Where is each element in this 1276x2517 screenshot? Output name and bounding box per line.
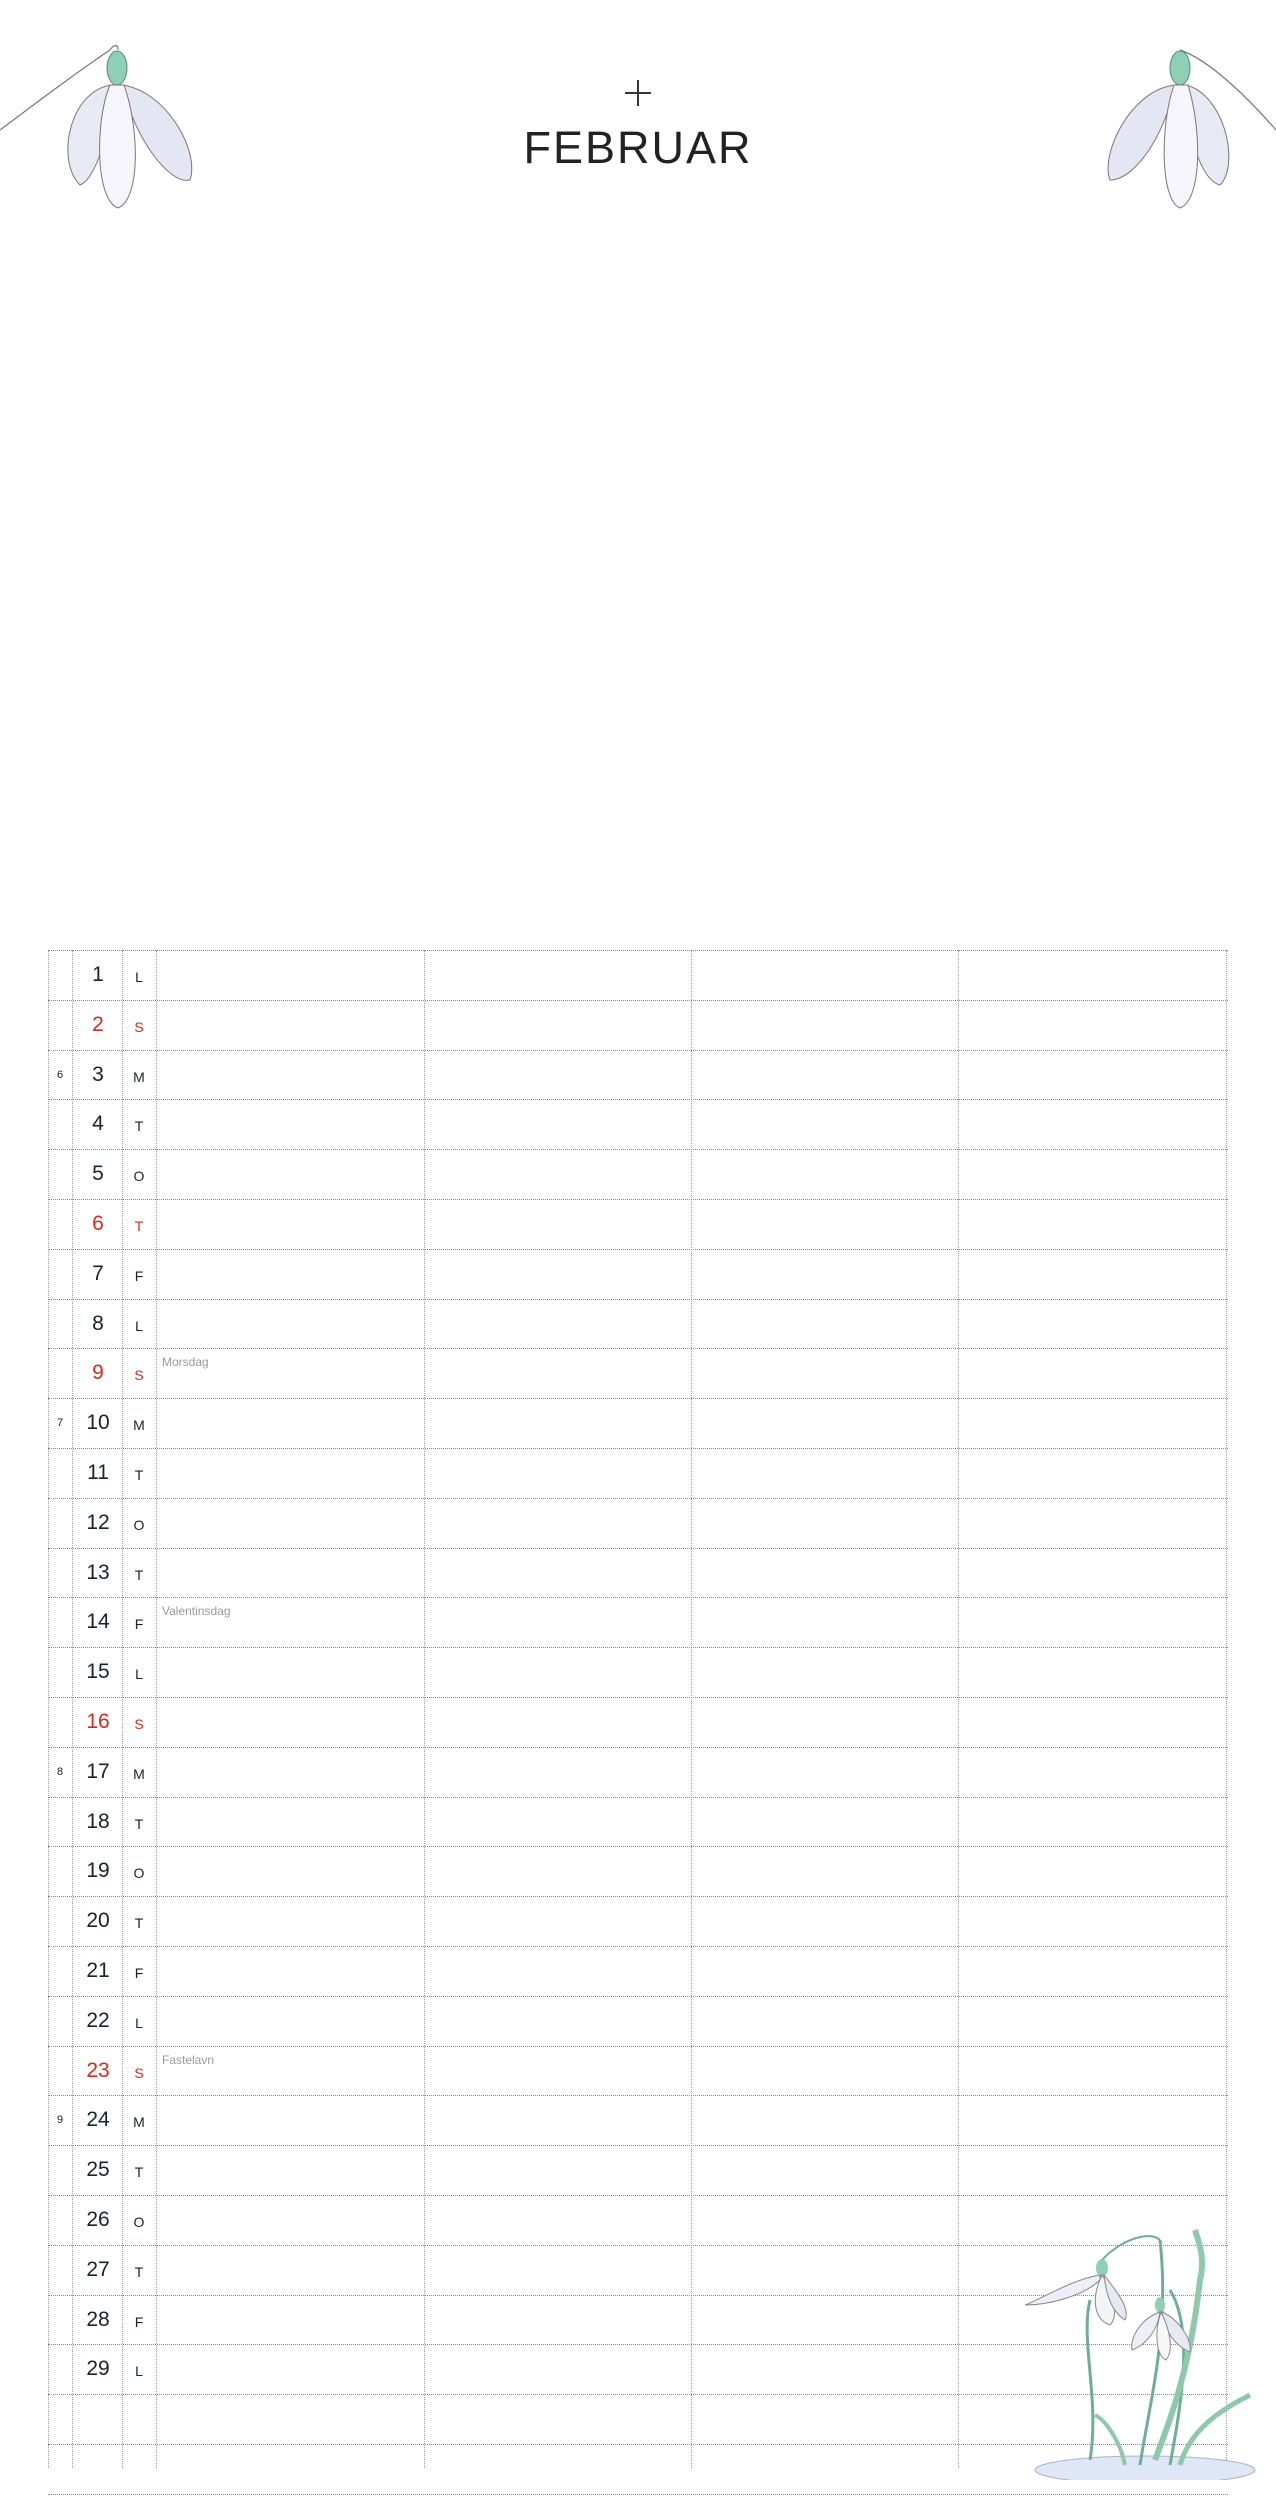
week-cell (48, 1250, 70, 1299)
week-number: 9 (57, 2114, 64, 2127)
note-cell[interactable] (156, 1947, 416, 1996)
day-number: 16 (86, 1709, 110, 1733)
week-cell (48, 2345, 70, 2394)
day-number: 21 (86, 1958, 110, 1982)
week-cell (48, 1349, 70, 1398)
weekday-letter: T (134, 1118, 144, 1135)
calendar-row-day-10 (48, 1399, 1228, 1449)
note-cell[interactable] (156, 1100, 416, 1149)
weekday-letter: T (134, 2164, 144, 2181)
weekday-letter: M (133, 1765, 145, 1782)
holiday-note: Morsdag (162, 1355, 209, 1370)
week-cell (48, 1100, 70, 1149)
weekday-letter: L (135, 1317, 143, 1334)
day-number: 2 (92, 1012, 104, 1036)
week-number: 8 (57, 1765, 64, 1778)
day-number: 9 (92, 1361, 104, 1385)
weekday-letter: M (133, 1068, 145, 1085)
calendar-row-day-19 (48, 1847, 1228, 1897)
weekday-letter: T (134, 2263, 144, 2280)
snowdrop-top-left-illustration (0, 30, 200, 210)
note-cell[interactable] (156, 1499, 416, 1548)
weekday-letter: T (134, 1217, 144, 1234)
note-cell[interactable] (156, 951, 416, 1000)
day-number: 12 (86, 1510, 110, 1534)
weekday-letter: F (134, 1267, 144, 1284)
day-number: 18 (86, 1809, 110, 1833)
calendar-row-day-8 (48, 1300, 1228, 1350)
day-number (74, 2395, 122, 2444)
week-cell (48, 1200, 70, 1249)
weekday-letter: M (133, 2114, 145, 2131)
snowdrop-bottom-right-illustration (1020, 2220, 1260, 2480)
holiday-note: Fastelavn (162, 2052, 215, 2067)
note-cell[interactable] (156, 1150, 416, 1199)
note-cell[interactable] (156, 1250, 416, 1299)
day-number: 17 (86, 1759, 110, 1783)
calendar-row-day-6 (48, 1200, 1228, 1250)
day-number: 6 (92, 1211, 104, 1235)
calendar-row-day-2 (48, 1001, 1228, 1051)
note-cell[interactable] (156, 1698, 416, 1747)
calendar-row-day-11 (48, 1449, 1228, 1499)
week-cell (48, 1897, 70, 1946)
week-cell (48, 1698, 70, 1747)
day-number: 5 (92, 1162, 104, 1186)
week-cell (48, 951, 70, 1000)
day-number: 19 (86, 1859, 110, 1883)
day-number: 7 (92, 1261, 104, 1285)
weekday-letter: L (135, 1666, 143, 1683)
week-cell (48, 1748, 70, 1797)
day-number: 23 (86, 2058, 110, 2082)
calendar-row-day-18 (48, 1798, 1228, 1848)
weekday-letter: T (134, 1566, 144, 1583)
week-number: 6 (57, 1068, 64, 1081)
weekday-letter: F (134, 1964, 144, 1981)
note-cell[interactable] (156, 2196, 416, 2245)
day-number: 26 (86, 2207, 110, 2231)
week-cell (48, 1150, 70, 1199)
week-cell (48, 2246, 70, 2295)
week-cell (48, 1051, 70, 1100)
month-title: FEBRUAR (523, 122, 753, 173)
day-number: 11 (87, 1460, 109, 1484)
week-cell (48, 1648, 70, 1697)
day-number: 20 (86, 1909, 110, 1933)
weekday-letter (124, 2395, 154, 2444)
day-number: 24 (86, 2108, 110, 2132)
day-number: 25 (86, 2158, 110, 2182)
week-cell (48, 1300, 70, 1349)
note-cell[interactable] (156, 1399, 416, 1448)
calendar-row-day-5 (48, 1150, 1228, 1200)
note-cell[interactable] (156, 1349, 416, 1398)
calendar-row-day-7 (48, 1250, 1228, 1300)
day-number: 3 (92, 1062, 104, 1086)
calendar-row-day-15 (48, 1648, 1228, 1698)
note-cell[interactable] (156, 1001, 416, 1050)
note-cell[interactable] (156, 2047, 416, 2096)
week-cell (48, 1847, 70, 1896)
note-cell[interactable] (156, 2146, 416, 2195)
note-cell[interactable] (156, 1449, 416, 1498)
day-number: 1 (92, 963, 104, 986)
day-number: 4 (92, 1112, 104, 1136)
weekday-letter: O (133, 1168, 145, 1185)
calendar-row-day-16 (48, 1698, 1228, 1748)
weekday-letter: L (135, 969, 143, 985)
week-cell (48, 1399, 70, 1448)
note-cell[interactable] (156, 1051, 416, 1100)
note-cell[interactable] (156, 2096, 416, 2145)
day-number: 29 (86, 2357, 110, 2381)
week-cell (48, 2395, 70, 2444)
week-number: 7 (57, 1417, 64, 1430)
note-cell[interactable] (156, 1897, 416, 1946)
day-number: 8 (92, 1311, 104, 1335)
note-cell[interactable] (156, 1598, 416, 1647)
day-number: 22 (86, 2008, 110, 2032)
calendar-row-day-13 (48, 1549, 1228, 1599)
holiday-note: Valentinsdag (162, 1604, 231, 1619)
week-cell (48, 2146, 70, 2195)
note-cell[interactable] (156, 1748, 416, 1797)
note-cell[interactable] (156, 1300, 416, 1349)
week-cell (48, 1499, 70, 1548)
week-cell (48, 2296, 70, 2345)
week-cell (48, 1947, 70, 1996)
note-cell[interactable] (156, 1648, 416, 1697)
calendar-row-day-22 (48, 1997, 1228, 2047)
note-cell[interactable] (156, 1997, 416, 2046)
note-cell[interactable] (156, 1549, 416, 1598)
calendar-row-day-3 (48, 1051, 1228, 1101)
weekday-letter: L (135, 2014, 143, 2031)
note-cell[interactable] (156, 1847, 416, 1896)
calendar-row-day-24 (48, 2096, 1228, 2146)
calendar-row-day-4 (48, 1100, 1228, 1150)
note-cell[interactable] (156, 2246, 416, 2295)
calendar-row-day-21 (48, 1947, 1228, 1997)
week-cell (48, 1001, 70, 1050)
weekday-letter: T (134, 1915, 144, 1932)
week-cell (48, 1598, 70, 1647)
calendar-row-day-25 (48, 2146, 1228, 2196)
weekday-letter: F (134, 1616, 144, 1633)
day-number: 27 (86, 2257, 110, 2281)
week-cell (48, 1997, 70, 2046)
calendar-row-day-17 (48, 1748, 1228, 1798)
calendar-row-day-12 (48, 1499, 1228, 1549)
week-cell (48, 2047, 70, 2096)
snowdrop-top-right-illustration (1080, 30, 1276, 210)
week-cell (48, 2196, 70, 2245)
weekday-letter: T (134, 1466, 144, 1483)
note-cell[interactable] (156, 1798, 416, 1847)
day-number: 10 (86, 1411, 110, 1435)
weekday-letter (124, 2445, 154, 2494)
calendar-row-day-1 (48, 950, 1228, 1001)
week-cell (48, 2096, 70, 2145)
weekday-letter: F (134, 2313, 144, 2330)
day-number: 13 (86, 1560, 110, 1584)
note-cell[interactable] (156, 2345, 416, 2394)
weekday-letter: M (133, 1417, 145, 1434)
weekday-letter: O (133, 1516, 145, 1533)
note-cell[interactable] (156, 2395, 416, 2444)
week-cell (48, 1798, 70, 1847)
day-number: 14 (86, 1610, 110, 1634)
weekday-letter: S (134, 1715, 144, 1732)
weekday-letter: L (135, 2363, 143, 2380)
note-cell[interactable] (156, 2296, 416, 2345)
note-cell[interactable] (156, 1200, 416, 1249)
weekday-letter: S (134, 1018, 144, 1035)
weekday-letter: O (133, 1865, 145, 1882)
calendar-row-day-9 (48, 1349, 1228, 1399)
calendar-row-day-14 (48, 1598, 1228, 1648)
weekday-letter: O (133, 2213, 145, 2230)
week-cell (48, 1549, 70, 1598)
week-cell (48, 2445, 70, 2494)
calendar-row-day-23 (48, 2047, 1228, 2097)
weekday-letter: S (134, 2064, 144, 2081)
day-number: 15 (86, 1660, 110, 1684)
day-number: 28 (86, 2307, 110, 2331)
day-number (74, 2445, 122, 2494)
plus-mark-icon (625, 80, 651, 106)
weekday-letter: S (134, 1367, 144, 1384)
note-cell[interactable] (156, 2445, 416, 2494)
weekday-letter: T (134, 1815, 144, 1832)
calendar-row-day-20 (48, 1897, 1228, 1947)
week-cell (48, 1449, 70, 1498)
